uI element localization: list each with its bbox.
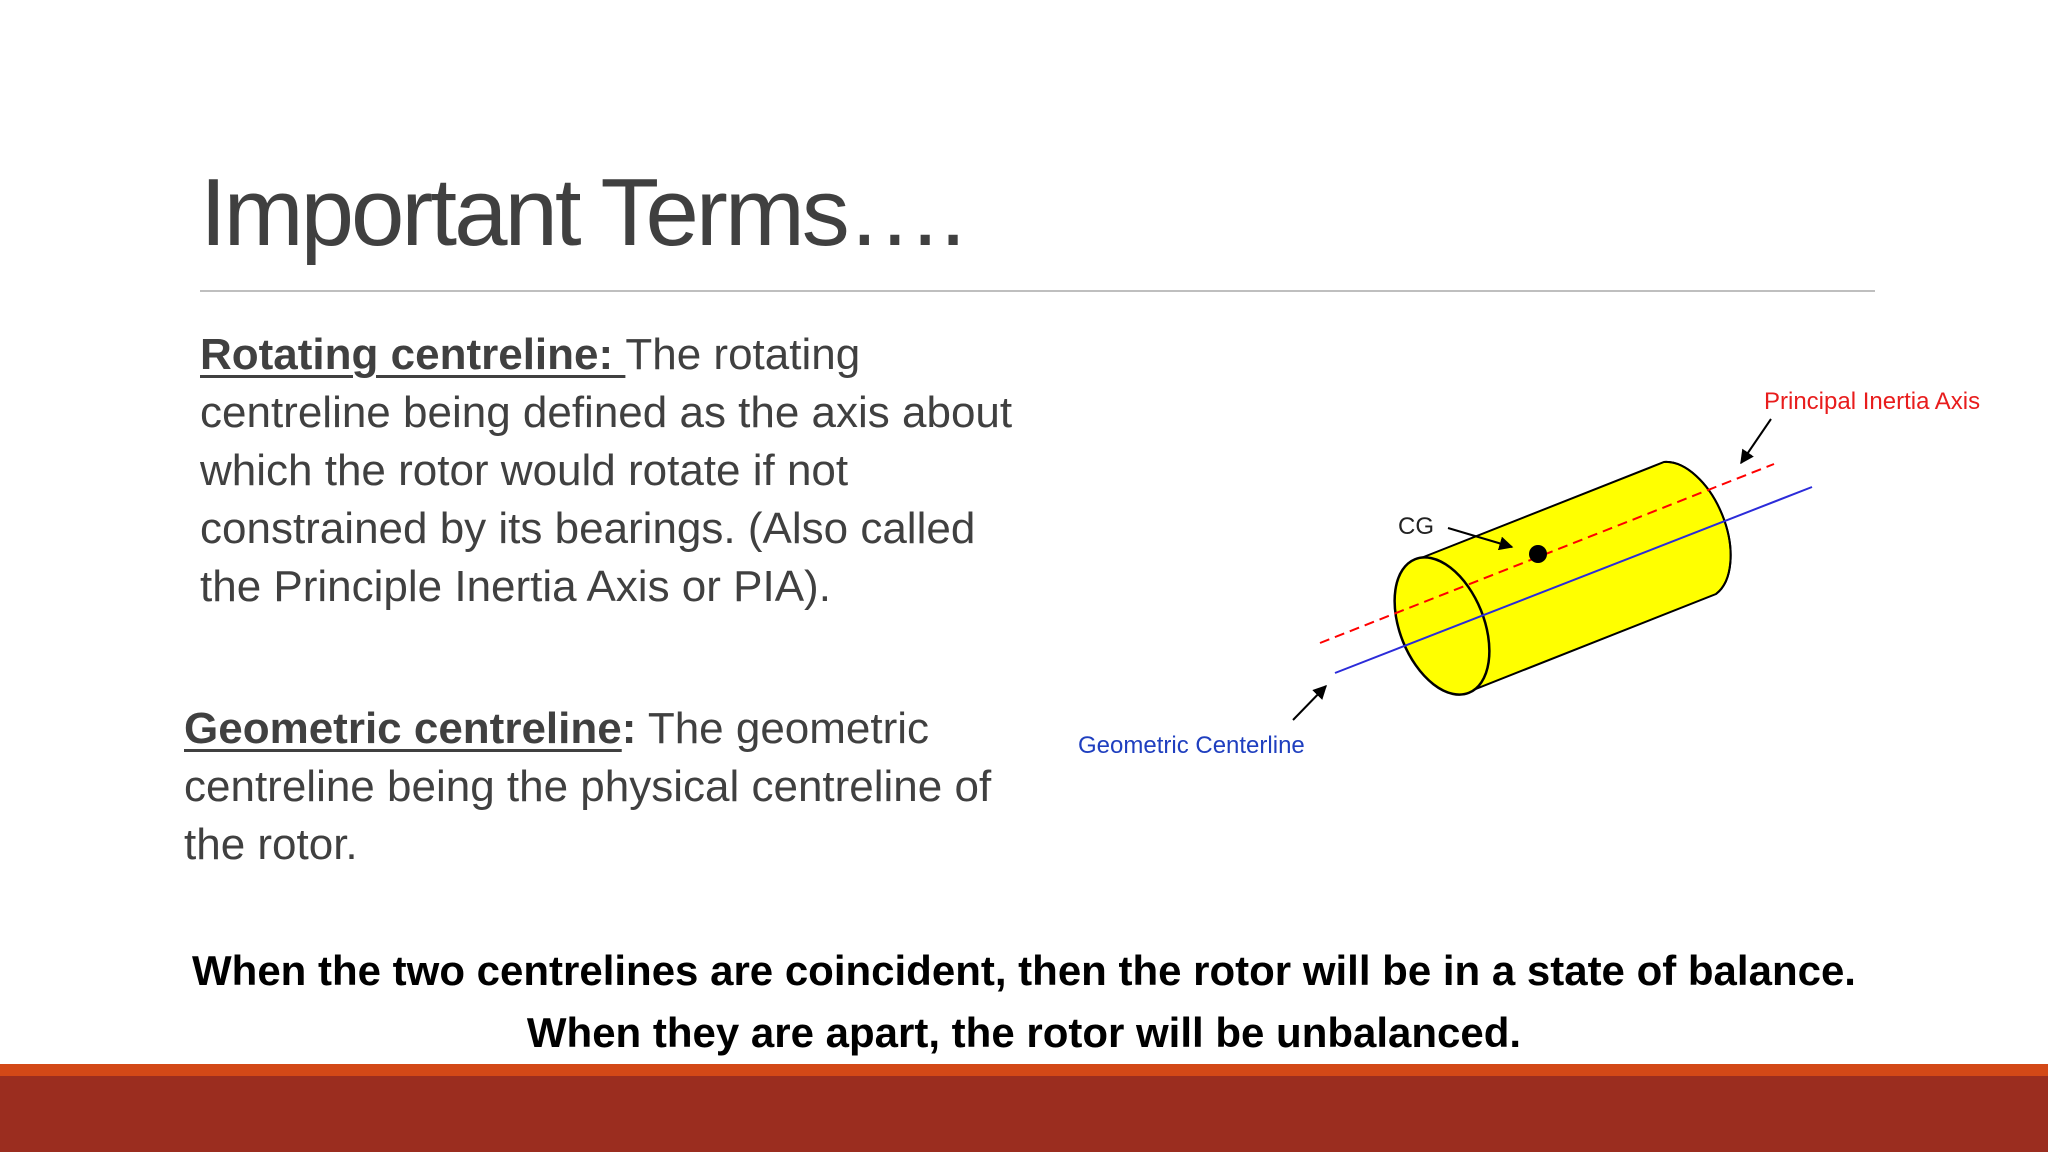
conclusion-line-2: When they are apart, the rotor will be unbalanced.: [526, 1009, 1522, 1056]
geometric-centerline-arrow: [1293, 686, 1326, 720]
rotating-centreline-separator: :: [598, 330, 626, 379]
slide-title: Important Terms….: [200, 159, 964, 266]
title-divider: [200, 290, 1875, 292]
geometric-centreline-text: The geometric centreline being the physical centreline of the rotor.: [184, 704, 992, 869]
footer-bar: [0, 1076, 2048, 1152]
cg-label: CG: [1398, 513, 1434, 540]
geometric-centreline-name: Geometric centreline: [184, 704, 622, 753]
conclusion-line-1: When the two centrelines are coincident, then the rotor will be in a state of balance.: [192, 947, 1856, 994]
geometric-centreline-definition: [184, 700, 1004, 874]
rotor-diagram: [1060, 360, 2040, 780]
rotating-centreline-text: The rotating centreline being defined as the axis about which the rotor would rotate if not constrained by its bearings. (Also called the Principle Inertia Axis or PIA).: [200, 330, 1013, 611]
conclusion: [0, 940, 2048, 1064]
principal-axis-arrow: [1741, 419, 1771, 463]
footer-accent-stripe: [0, 1064, 2048, 1076]
principal-inertia-axis-label: Principal Inertia Axis: [1764, 388, 1981, 415]
geometric-centreline-separator: :: [621, 704, 637, 753]
rotating-centreline-definition: [200, 326, 1020, 616]
rotating-centreline-term: [200, 330, 625, 379]
cg-point: [1529, 545, 1547, 563]
geometric-centerline-label: Geometric Centerline: [1078, 732, 1305, 759]
rotating-centreline-name: Rotating centreline: [200, 330, 599, 379]
